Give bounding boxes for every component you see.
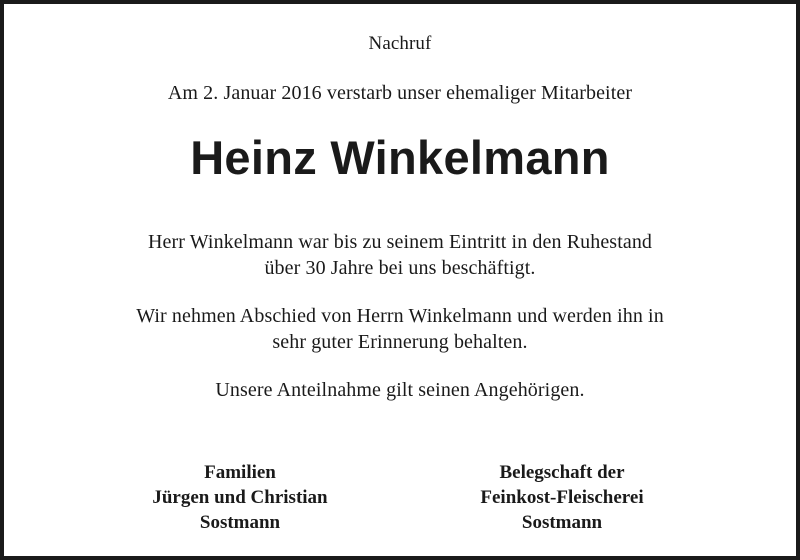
signature-staff-line-2: Feinkost-Fleischerei [480,487,644,508]
paragraph-1-line-2: über 30 Jahre bei uns beschäftigt. [264,257,536,279]
intro-text: Am 2. Januar 2016 verstarb unser ehemaliger Mitarbeiter [167,82,633,104]
signature-family [90,460,390,535]
signature-staff-line-3: Sostmann [521,512,603,533]
paragraph-2-line-1: Wir nehmen Abschied von Herrn Winkelmann und werden ihn in [136,305,664,327]
paragraph-2-line-2: sehr guter Erinnerung behalten. [272,331,528,353]
signature-family-line-3: Sostmann [199,512,281,533]
paragraph-3-line-1: Unsere Anteilnahme gilt seinen Angehörigen. [215,379,585,401]
signature-staff [412,460,712,535]
signature-family-line-1: Familien [204,462,276,483]
deceased-name: Heinz Winkelmann [190,131,610,184]
notice-heading: Nachruf [368,33,432,54]
signature-staff-line-1: Belegschaft der [499,462,625,483]
signature-family-line-2: Jürgen und Christian [152,487,328,508]
paragraph-1-line-1: Herr Winkelmann war bis zu seinem Eintritt in den Ruhestand [147,231,653,253]
